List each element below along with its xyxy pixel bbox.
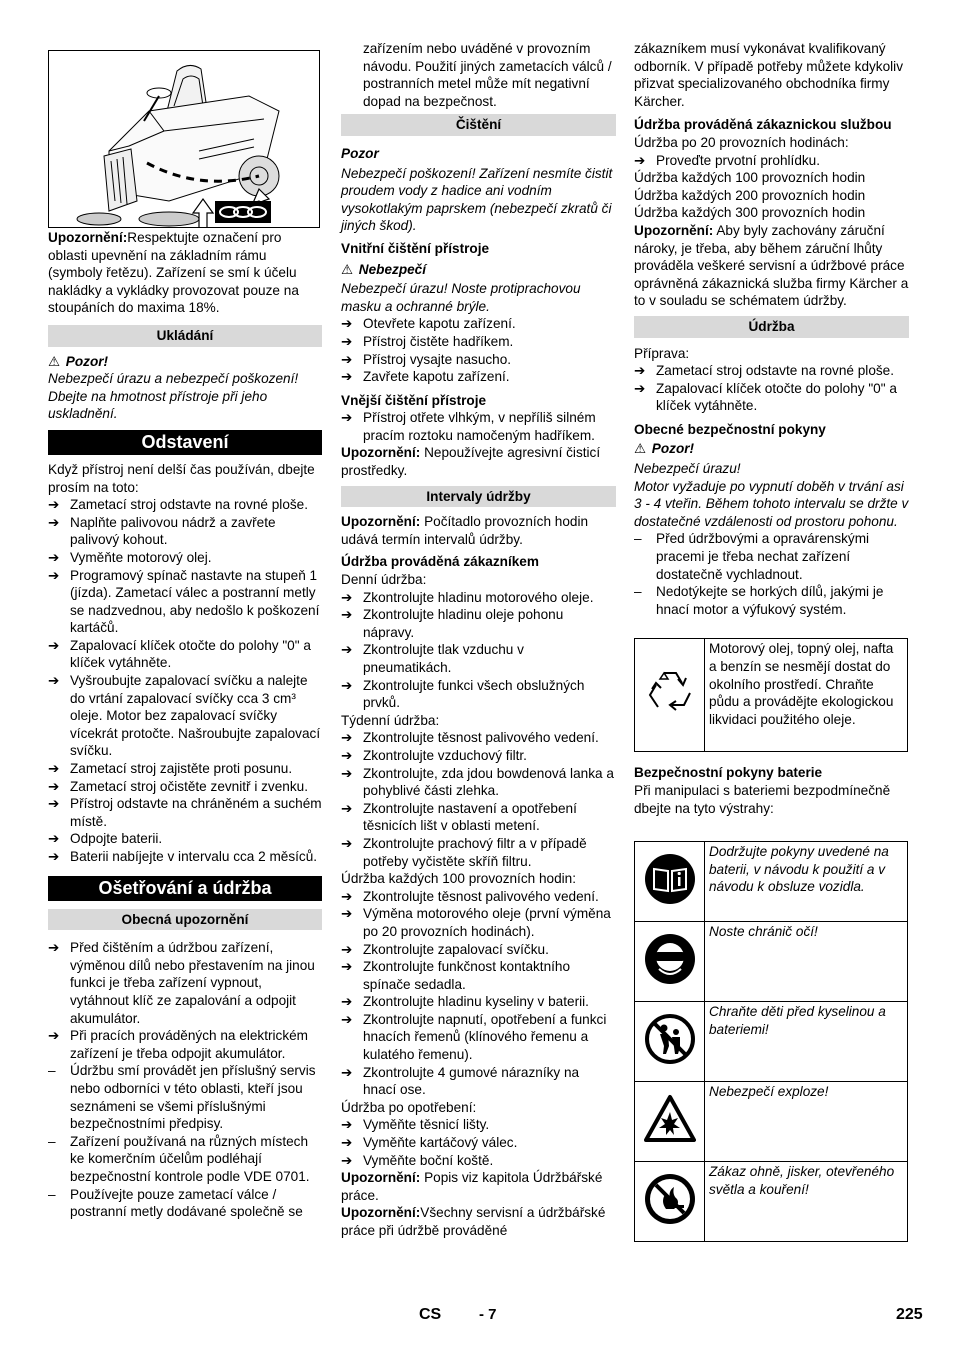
odstaveni-intro: Když přístroj není delší čas používán, dbejte prosím na toto: xyxy=(48,461,315,495)
list-item xyxy=(341,1152,616,1170)
list-item xyxy=(341,315,616,333)
list-item xyxy=(634,380,909,415)
prep-list xyxy=(634,362,909,415)
arrow-bullet-icon: ➔ xyxy=(48,778,60,794)
list-item-text: Zametací stroj odstavte na rovné ploše. xyxy=(70,497,309,513)
arrow-bullet-icon: ➔ xyxy=(48,940,60,956)
explosion-icon xyxy=(644,1094,696,1144)
list-item-text: Vyšroubujte zapalovací svíčku a nalejte do vrtání zapalovací svíčky cca 3 cm³ oleje. Motor bez zapalovací svíčky vícekrát protočte. Našroubujte zapalovací svíčku. xyxy=(70,673,321,759)
column-1 xyxy=(48,40,322,1221)
list-item-text: Zkontrolujte hladinu motorového oleje. xyxy=(363,589,594,605)
list-item-text: Odpojte baterii. xyxy=(70,831,163,847)
list-item xyxy=(341,333,616,351)
list-item-text: Programový spínač nastavte na stupeň 1 (jízda). Zametací válec a postranní metly se nadzvednou, aby nedošlo k poškození kartáčů. xyxy=(70,567,320,636)
arrow-bullet-icon: ➔ xyxy=(341,1011,353,1027)
battery-row xyxy=(635,1002,908,1082)
wear-list xyxy=(341,1116,616,1169)
list-item xyxy=(341,1116,616,1134)
wear-label: Údržba po opotřebení: xyxy=(341,1099,477,1115)
battery-warning-text: Nebezpečí exploze! xyxy=(705,1082,908,1162)
inner-cleaning-list xyxy=(341,315,616,385)
note-text: Popis viz kapitola Údržbářské práce. xyxy=(341,1170,603,1203)
warning-title: Pozor xyxy=(341,145,379,161)
arrow-bullet-icon: ➔ xyxy=(341,747,353,763)
recycle-icon-cell xyxy=(635,639,705,752)
list-item xyxy=(341,993,616,1011)
list-item-text: Přístroj čistěte hadříkem. xyxy=(363,333,514,349)
arrow-bullet-icon: ➔ xyxy=(48,514,60,530)
list-item-text: Zapalovací klíček otočte do polohy "0" a klíček vytáhněte. xyxy=(656,380,897,414)
h100-label: Údržba každých 100 provozních hodin: xyxy=(341,871,577,887)
list-item xyxy=(341,905,616,940)
warning-icon: ⚠ xyxy=(48,353,61,369)
list-item xyxy=(341,765,616,800)
list-item-text: Zapalovací klíček otočte do polohy "0" a klíček vytáhněte. xyxy=(70,637,311,671)
list-item-text: Výměna motorového oleje (první výměna po 20 provozních hodinách). xyxy=(363,906,611,939)
arrow-bullet-icon: ➔ xyxy=(48,831,60,847)
arrow-bullet-icon: ➔ xyxy=(341,677,353,693)
list-item xyxy=(48,514,322,549)
list-item-text: Otevřete kapotu zařízení. xyxy=(363,316,516,332)
note-text: Všechny servisní a údržbářské práce při údržbě prováděné xyxy=(341,1205,606,1238)
footer-lang: CS xyxy=(419,1306,442,1323)
battery-warning-text: Noste chránič očí! xyxy=(705,922,908,1002)
sub-heading-customer: Údržba prováděná zákazníkem xyxy=(341,554,539,570)
section-heading-intervaly: Intervaly údržby xyxy=(341,486,616,508)
list-item-text: Vyměňte těsnicí lišty. xyxy=(363,1117,490,1133)
list-item-text: Před čištěním a údržbou zařízení, výměnou dílů nebo přestavením na jinou funkci je třeba zařízení vypnout, vytáhnout klíč ze zapalování a odpojit akumulátor. xyxy=(70,940,315,1026)
list-item xyxy=(48,567,322,637)
list-item xyxy=(634,152,909,170)
arrow-bullet-icon: ➔ xyxy=(634,380,646,396)
warning-icon: ⚠ xyxy=(634,441,647,457)
list-item xyxy=(634,530,909,583)
arrow-bullet-icon: ➔ xyxy=(48,1028,60,1044)
sub-heading-inner-cleaning: Vnitřní čištění přístroje xyxy=(341,240,490,256)
daily-list xyxy=(341,589,616,712)
arrow-bullet-icon: ➔ xyxy=(48,637,60,653)
list-item-text: Naplňte palivovou nádrž a zavřete palivový kohout. xyxy=(70,514,276,548)
list-item xyxy=(341,1064,616,1099)
list-item xyxy=(48,1027,322,1062)
footer-page-number: 225 xyxy=(896,1306,923,1323)
arrow-bullet-icon: ➔ xyxy=(341,642,353,658)
arrow-bullet-icon: ➔ xyxy=(341,589,353,605)
dash-bullet-icon: – xyxy=(634,531,642,547)
arrow-bullet-icon: ➔ xyxy=(341,959,353,975)
list-item-text: Zkontrolujte hladinu oleje pohonu nápravy. xyxy=(363,607,564,640)
goggles-icon xyxy=(644,933,696,985)
list-item xyxy=(341,941,616,959)
list-item xyxy=(341,677,616,712)
h100-list xyxy=(341,888,616,1099)
list-item-text: Zkontrolujte prachový filtr a v případě potřeby vyčistěte skříň filtru. xyxy=(363,835,587,869)
battery-warning-text: Zákaz ohně, jisker, otevřeného světla a kouření! xyxy=(705,1162,908,1242)
sub-heading-outer-cleaning: Vnější čištění přístroje xyxy=(341,392,487,408)
list-item-text: Přístroj otřete vlhkým, v nepříliš silném pracím roztoku namočeným hadříkem. xyxy=(363,410,596,443)
h20-label: Údržba po 20 provozních hodinách: xyxy=(634,134,849,150)
arrow-bullet-icon: ➔ xyxy=(341,994,353,1010)
list-item-text: Vyměňte motorový olej. xyxy=(70,549,212,565)
manual-icon xyxy=(644,853,696,905)
arrow-bullet-icon: ➔ xyxy=(48,549,60,565)
battery-row xyxy=(635,1082,908,1162)
list-item xyxy=(48,939,322,1027)
list-item xyxy=(341,409,616,444)
list-item-text: Baterii nabíjejte v intervalu cca 2 měsíců. xyxy=(70,849,318,864)
dash-bullet-icon: – xyxy=(634,584,642,600)
list-item-text: Vyměňte boční koště. xyxy=(363,1152,494,1168)
list-item xyxy=(48,672,322,760)
chapter-heading-odstaveni: Odstavení xyxy=(48,430,322,455)
h20-list xyxy=(634,152,909,170)
figure-note-text: Respektujte označení pro oblasti upevnění na základním rámu (symboly řetězu). Zařízení se smí k účelu nakládky a vykládky provozovat pouze na stoupáních do maxima 18%. xyxy=(48,230,299,316)
arrow-bullet-icon: ➔ xyxy=(634,363,646,379)
warning-text: Motor vyžaduje po vypnutí doběh v trvání asi 3 - 4 vteřin. Během tohoto intervalu se držte v dostatečné vzdálenosti od prostoru pohonu. xyxy=(634,478,909,529)
list-item-text: Proveďte prvotní prohlídku. xyxy=(656,152,821,168)
sweeper-illustration xyxy=(49,51,320,228)
list-item-text: Zametací stroj odstavte na rovné ploše. xyxy=(656,363,895,379)
weekly-label: Týdenní údržba: xyxy=(341,712,440,728)
list-item-text: Zametací stroj zajistěte proti posunu. xyxy=(70,761,293,777)
list-item-text: Zkontrolujte vzduchový filtr. xyxy=(363,747,527,763)
list-item-text: Zkontrolujte těsnost palivového vedení. xyxy=(363,888,599,904)
list-item xyxy=(48,1186,322,1221)
list-item xyxy=(341,589,616,607)
arrow-bullet-icon: ➔ xyxy=(341,1152,353,1168)
list-item-text: Zkontrolujte funkci všech obslužných prvků. xyxy=(363,677,585,711)
danger-text: Nebezpečí úrazu! Noste protiprachovou masku a ochranné brýle. xyxy=(341,281,581,314)
no-children-icon xyxy=(644,1013,696,1065)
note-text: Aby byly zachovány záruční nároky, je třeba, aby během záruční lhůty prováděla veškeré servisní a údržbové práce oprávněná zákaznická služba firmy Kärcher a to v souladu se schématem údržby. xyxy=(634,222,909,309)
battery-warning-text: Chraňte děti před kyselinou a bateriemi! xyxy=(705,1002,908,1082)
arrow-bullet-icon: ➔ xyxy=(341,316,353,332)
list-item xyxy=(634,362,909,380)
list-item xyxy=(48,795,322,830)
note-label: Upozornění: xyxy=(341,1205,421,1221)
arrow-bullet-icon: ➔ xyxy=(341,800,353,816)
h300-label: Údržba každých 300 provozních hodin xyxy=(634,205,866,221)
list-item xyxy=(341,1011,616,1064)
obecna-arrow-list xyxy=(48,939,322,1062)
dash-bullet-icon: – xyxy=(48,1063,56,1079)
list-item-text: Zkontrolujte zapalovací svíčku. xyxy=(363,941,549,957)
battery-row xyxy=(635,1162,908,1242)
list-item xyxy=(341,606,616,641)
list-item xyxy=(341,729,616,747)
list-item xyxy=(341,1134,616,1152)
outer-cleaning-list xyxy=(341,409,616,444)
list-item xyxy=(48,1062,322,1132)
list-item-text: Zametací stroj očistěte zevnitř i zvenku. xyxy=(70,778,308,794)
list-item-text: Zkontrolujte 4 gumové nárazníky na hnací ose. xyxy=(363,1064,580,1098)
arrow-bullet-icon: ➔ xyxy=(341,410,353,426)
sweeper-figure xyxy=(48,50,320,228)
warning-text: Nebezpečí úrazu a nebezpečí poškození! Dbejte na hmotnost přístroje při jeho uskladnění. xyxy=(48,371,299,422)
dash-bullet-icon: – xyxy=(48,1133,56,1149)
sub-heading-battery: Bezpečnostní pokyny baterie xyxy=(634,765,823,781)
warning-text: Nebezpečí úrazu! xyxy=(634,461,741,477)
recycle-icon xyxy=(642,665,698,721)
warning-icon: ⚠ xyxy=(341,261,354,277)
chapter-heading-osetrovani: Ošetřování a údržba xyxy=(48,876,322,901)
list-item xyxy=(48,1133,322,1186)
list-item xyxy=(48,549,322,567)
environment-notice xyxy=(634,638,908,752)
no-fire-icon xyxy=(644,1173,696,1225)
note-label: Upozornění: xyxy=(341,514,421,530)
arrow-bullet-icon: ➔ xyxy=(341,369,353,385)
list-item-text: Nedotýkejte se horkých dílů, jakými je hnací motor a výfukový systém. xyxy=(656,584,884,617)
safety-dash-list xyxy=(634,530,909,618)
battery-row xyxy=(635,922,908,1002)
list-item-text: Přístroj odstavte na chráněném a suchém místě. xyxy=(70,796,322,829)
list-item-text: Zavřete kapotu zařízení. xyxy=(363,369,510,385)
list-item-text: Zkontrolujte funkčnost kontaktního spínače sedadla. xyxy=(363,959,571,992)
list-item xyxy=(341,351,616,369)
arrow-bullet-icon: ➔ xyxy=(341,906,353,922)
list-item-text: Údržbu smí provádět jen příslušný servis nebo odborníci v této oblasti, kteří jsou seznámeni se všemi příslušnými bezpečnostními předpisy. xyxy=(70,1063,316,1132)
figure-note-label: Upozornění: xyxy=(48,230,128,245)
section-heading-obecna: Obecná upozornění xyxy=(48,909,322,931)
h100-label: Údržba každých 100 provozních hodin xyxy=(634,170,866,186)
daily-label: Denní údržba: xyxy=(341,572,427,588)
section-heading-ukladani: Ukládání xyxy=(48,325,322,347)
list-item xyxy=(48,496,322,514)
list-item-text: Zkontrolujte nastavení a opotřebení těsnicích lišt v oblasti metení. xyxy=(363,800,577,834)
odstaveni-list xyxy=(48,496,322,865)
list-item xyxy=(341,747,616,765)
list-item xyxy=(341,368,616,386)
list-item xyxy=(341,641,616,676)
arrow-bullet-icon: ➔ xyxy=(48,761,60,777)
column-3 xyxy=(634,40,909,1242)
arrow-bullet-icon: ➔ xyxy=(341,607,353,623)
dash-bullet-icon: – xyxy=(48,1186,56,1202)
continued-text: zařízením nebo uváděné v provozním návodu. Použití jiných zametacích válců / postranních metel může mít negativní dopad na bezpečnost. xyxy=(363,41,612,109)
note-label: Upozornění: xyxy=(341,1170,421,1186)
arrow-bullet-icon: ➔ xyxy=(341,730,353,746)
list-item xyxy=(48,778,322,796)
arrow-bullet-icon: ➔ xyxy=(341,351,353,367)
footer-page-local: - 7 xyxy=(479,1306,497,1323)
obecna-dash-list xyxy=(48,1062,322,1220)
arrow-bullet-icon: ➔ xyxy=(341,835,353,851)
list-item xyxy=(341,958,616,993)
arrow-bullet-icon: ➔ xyxy=(634,152,646,168)
list-item-text: Přístroj vysajte nasucho. xyxy=(363,351,512,367)
list-item xyxy=(341,888,616,906)
note-label: Upozornění: xyxy=(341,445,421,461)
danger-title: Nebezpečí xyxy=(358,261,427,277)
arrow-bullet-icon: ➔ xyxy=(341,888,353,904)
arrow-bullet-icon: ➔ xyxy=(341,1117,353,1133)
list-item-text: Zařízení používaná na různých místech ke komerčním účelům podléhají bezpečnostní kontrole podle VDE 0701. xyxy=(70,1133,310,1184)
warning-title: Pozor! xyxy=(65,353,109,369)
note-label: Upozornění: xyxy=(634,222,714,238)
list-item xyxy=(48,848,322,866)
list-item xyxy=(341,835,616,870)
list-item xyxy=(48,830,322,848)
battery-warning-text: Dodržujte pokyny uvedené na baterii, v návodu k použití a v návodu k obsluze vozidla. xyxy=(705,842,908,922)
warning-title: Pozor! xyxy=(651,441,695,457)
note-text: Počítadlo provozních hodin udává termín intervalů údržby. xyxy=(341,514,589,547)
battery-warnings-table xyxy=(634,841,908,1242)
section-heading-cisteni: Čištění xyxy=(341,114,616,136)
column-2 xyxy=(341,40,616,1240)
weekly-list xyxy=(341,729,616,870)
prep-label: Příprava: xyxy=(634,345,690,361)
sub-heading-service: Údržba prováděná zákaznickou službou xyxy=(634,117,892,133)
battery-intro: Při manipulaci s bateriemi bezpodmínečně dbejte na tyto výstrahy: xyxy=(634,783,891,816)
sub-heading-safety: Obecné bezpečnostní pokyny xyxy=(634,421,826,437)
h200-label: Údržba každých 200 provozních hodin xyxy=(634,187,866,203)
battery-row xyxy=(635,842,908,922)
arrow-bullet-icon: ➔ xyxy=(341,941,353,957)
arrow-bullet-icon: ➔ xyxy=(48,849,60,864)
warning-text: Nebezpečí poškození! Zařízení nesmíte čistit proudem vody z hadice ani vodním vysokotlakým paprskem (nebezpečí zkratů či jiných škod). xyxy=(341,165,613,234)
list-item xyxy=(634,583,909,618)
environment-text: Motorový olej, topný olej, nafta a benzín se nesmějí dostat do okolního prostředí. Chraňte půdu a provádějte ekologickou likvidaci použitého oleje. xyxy=(705,639,908,752)
list-item xyxy=(341,800,616,835)
list-item-text: Zkontrolujte těsnost palivového vedení. xyxy=(363,730,599,746)
arrow-bullet-icon: ➔ xyxy=(48,673,60,689)
list-item xyxy=(48,637,322,672)
arrow-bullet-icon: ➔ xyxy=(48,567,60,583)
arrow-bullet-icon: ➔ xyxy=(48,497,60,513)
list-item-text: Při pracích prováděných na elektrickém zařízení je třeba odpojit akumulátor. xyxy=(70,1028,308,1061)
list-item xyxy=(48,760,322,778)
list-item-text: Zkontrolujte hladinu kyseliny v baterii. xyxy=(363,994,589,1010)
list-item-text: Zkontrolujte, zda jdou bowdenová lanka a pohyblivé části zlehka. xyxy=(363,765,614,799)
arrow-bullet-icon: ➔ xyxy=(341,1064,353,1080)
list-item-text: Zkontrolujte napnutí, opotřebení a funkci hnacích řemenů (klínového řemenu a kulatého řemenu). xyxy=(363,1011,607,1063)
arrow-bullet-icon: ➔ xyxy=(341,765,353,781)
arrow-bullet-icon: ➔ xyxy=(48,796,60,812)
list-item-text: Zkontrolujte tlak vzduchu v pneumatikách. xyxy=(363,642,524,675)
arrow-bullet-icon: ➔ xyxy=(341,1135,353,1151)
section-heading-udrzba: Údržba xyxy=(634,316,909,338)
list-item-text: Před údržbovými a opravárenskými pracemi je třeba nechat zařízení dostatečně vychladnout. xyxy=(656,531,870,582)
list-item-text: Používejte pouze zametací válce / postranní metly dodávané společně se xyxy=(70,1186,303,1220)
arrow-bullet-icon: ➔ xyxy=(341,333,353,349)
list-item-text: Vyměňte kartáčový válec. xyxy=(363,1135,518,1151)
note-text: Nepoužívejte agresivní čisticí prostředky. xyxy=(341,445,601,479)
continued-text: zákazníkem musí vykonávat kvalifikovaný odborník. V případě potřeby můžete kdykoliv přizvat specializovaného obchodníka firmy Kärcher. xyxy=(634,41,904,109)
